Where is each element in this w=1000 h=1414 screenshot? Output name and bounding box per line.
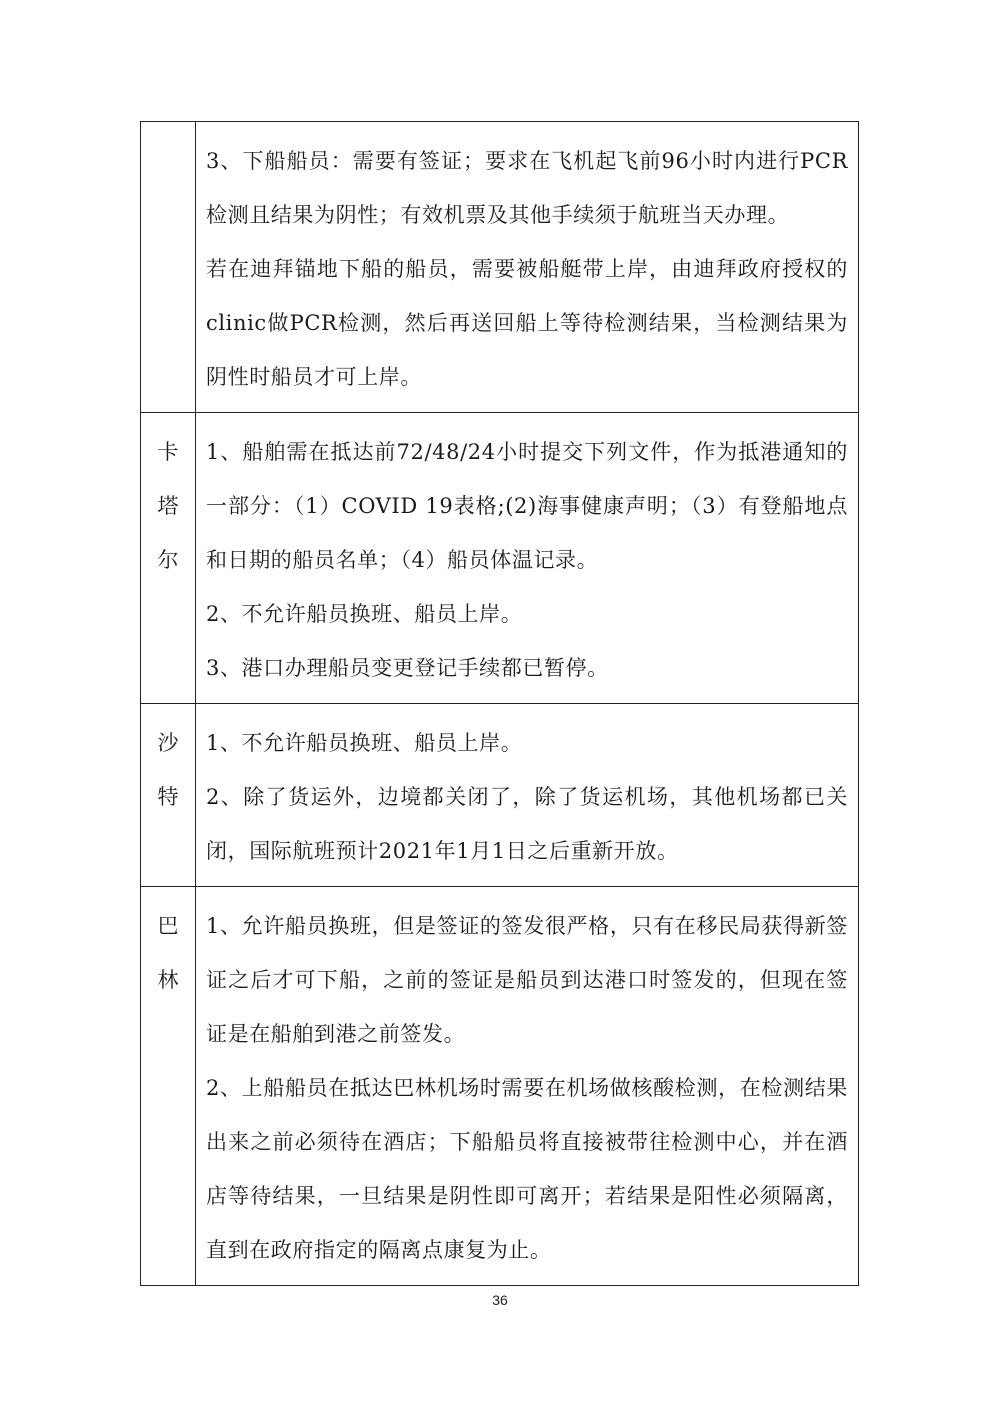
content-cell [196,704,859,887]
country-cell-saudi [141,704,196,887]
country-name-char: 巴 [157,914,179,938]
country-name-char: 尔 [157,548,179,572]
policy-paragraph: 1、允许船员换班，但是签证的签发很严格，只有在移民局获得新签证之后才可下船，之前的签证是船员到达港口时签发的，但现在签证是在船舶到港之前签发。 [206,914,848,1046]
country-cell-bahrain [141,887,196,1286]
policy-paragraph: 2、除了货运外，边境都关闭了，除了货运机场，其他机场都已关闭，国际航班预计2021年1月1日之后重新开放。 [206,785,848,863]
policy-paragraph: 1、船舶需在抵达前72/48/24小时提交下列文件，作为抵港通知的一部分：（1）COVID 19表格;(2)海事健康声明；（3）有登船地点和日期的船员名单；（4）船员体温记录。 [206,440,848,572]
country-name-char: 沙 [157,731,179,755]
country-name-char: 塔 [157,494,179,518]
content-cell [196,413,859,704]
table-row [141,413,859,704]
country-name-char: 林 [157,968,179,992]
content-cell [196,122,859,413]
country-cell [141,122,196,413]
country-name-char: 卡 [157,440,179,464]
country-cell-qatar [141,413,196,704]
policy-paragraph: 若在迪拜锚地下船的船员，需要被船艇带上岸，由迪拜政府授权的clinic做PCR检测，然后再送回船上等待检测结果，当检测结果为阴性时船员才可上岸。 [206,257,848,389]
table-row [141,704,859,887]
policy-paragraph: 2、上船船员在抵达巴林机场时需要在机场做核酸检测，在检测结果出来之前必须待在酒店；下船船员将直接被带往检测中心，并在酒店等待结果，一旦结果是阴性即可离开；若结果是阳性必须隔离，直到在政府指定的隔离点康复为止。 [206,1076,848,1262]
table-row [141,887,859,1286]
policy-paragraph: 2、不允许船员换班、船员上岸。 [206,602,523,626]
country-name-char: 特 [157,785,179,809]
policy-paragraph: 1、不允许船员换班、船员上岸。 [206,731,523,755]
content-cell [196,887,859,1286]
page-number: 36 [492,1292,508,1308]
policy-paragraph: 3、港口办理船员变更登记手续都已暂停。 [206,656,609,680]
table-row [141,122,859,413]
country-policy-table [140,121,859,1286]
policy-paragraph: 3、下船船员：需要有签证；要求在飞机起飞前96小时内进行PCR检测且结果为阴性；有效机票及其他手续须于航班当天办理。 [206,149,848,227]
